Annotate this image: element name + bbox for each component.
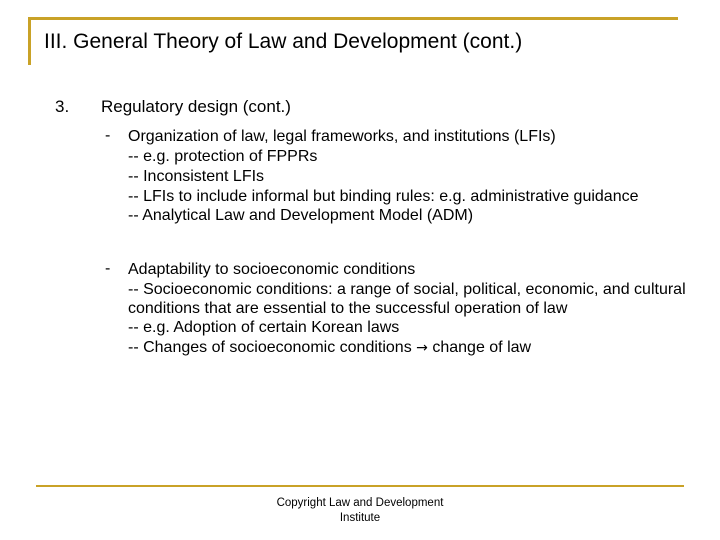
item-heading: Regulatory design (cont.)	[101, 97, 291, 116]
footer-line: Copyright Law and Development	[276, 497, 444, 509]
subpoint-text: -- Changes of socioeconomic conditions	[128, 339, 412, 356]
bullet-text: Adaptability to socioeconomic conditions	[128, 261, 416, 278]
subpoint: -- LFIs to include informal but binding rules: e.g. administrative guidance	[128, 188, 639, 205]
bullet-text: Organization of law, legal frameworks, and institutions (LFIs)	[128, 128, 556, 145]
subpoint: -- e.g. protection of FPPRs	[128, 148, 318, 165]
subpoint: -- Socioeconomic conditions: a range of social, political, economic, and cultural conditions that are essential to the successful operation of law	[128, 281, 686, 317]
right-arrow-icon: →	[416, 340, 428, 356]
bullet-marker: -	[105, 260, 111, 277]
item-number: 3.	[55, 97, 70, 116]
subpoint: -- Analytical Law and Development Model (ADM)	[128, 207, 474, 224]
footer-line: Institute	[339, 512, 381, 524]
subpoint-text: change of law	[432, 339, 532, 356]
slide-title: III. General Theory of Law and Development (cont.)	[44, 30, 523, 53]
left-accent-rule	[28, 17, 31, 65]
subpoint: -- Inconsistent LFIs	[128, 168, 265, 185]
top-accent-rule	[28, 17, 678, 20]
bullet-marker: -	[105, 127, 111, 144]
copyright-footer	[250, 496, 470, 526]
subpoint-with-arrow	[128, 338, 698, 358]
bottom-accent-rule	[36, 485, 684, 487]
bullet-block-adaptability	[128, 260, 698, 358]
bullet-block-lfis	[128, 127, 698, 226]
subpoint: -- e.g. Adoption of certain Korean laws	[128, 319, 400, 336]
